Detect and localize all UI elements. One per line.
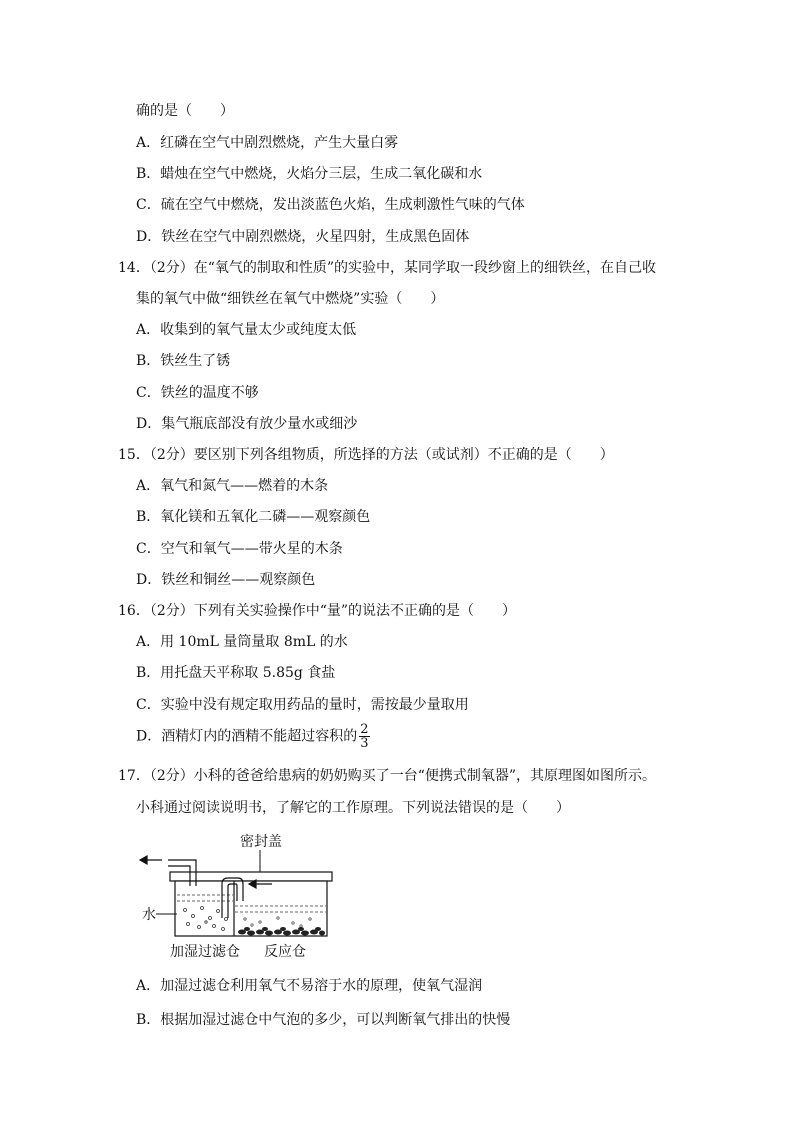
q16-option-b: B．用托盘天平称取 5.85g 食盐 — [136, 665, 336, 681]
q17-option-b: B．根据加湿过滤仓中气泡的多少，可以判断氧气排出的快慢 — [136, 1012, 511, 1028]
q15-option-c: C．空气和氧气——带火星的木条 — [136, 541, 343, 557]
q14-stem-line1: 14．（2分）在“氧气的制取和性质”的实验中，某同学取一段纱窗上的细铁丝，在自己收 — [118, 260, 657, 276]
q15-option-b: B．氧化镁和五氧化二磷——观察颜色 — [136, 509, 371, 525]
q16-option-d-text: D．酒精灯内的酒精不能超过容积的 — [136, 728, 358, 745]
q16-option-a: A．用 10mL 量筒量取 8mL 的水 — [136, 634, 348, 650]
q13-option-c: C．硫在空气中燃烧，发出淡蓝色火焰，生成刺激性气味的气体 — [136, 197, 525, 213]
q13-option-b: B．蜡烛在空气中燃烧，火焰分三层，生成二氧化碳和水 — [136, 166, 483, 182]
q13-option-d: D．铁丝在空气中剧烈燃烧，火星四射，生成黑色固体 — [136, 229, 470, 245]
q15-option-a: A．氧气和氮气——燃着的木条 — [136, 478, 329, 494]
q13-continuation: 确的是（ ） — [136, 103, 234, 119]
q14-stem-line2: 集的氧气中做“细铁丝在氧气中燃烧”实验（ ） — [136, 291, 445, 307]
q13-option-a: A．红磷在空气中剧烈燃烧，产生大量白雾 — [136, 135, 399, 151]
sealed-lid — [170, 872, 332, 881]
q14-option-d: D．集气瓶底部没有放少量水或细沙 — [136, 416, 358, 432]
right-chamber-label: 反应仓 — [264, 944, 306, 960]
q15-option-d: D．铁丝和铜丝——观察颜色 — [136, 572, 316, 588]
left-chamber-label: 加湿过滤仓 — [170, 944, 240, 960]
q14-option-c: C．铁丝的温度不够 — [136, 385, 259, 401]
lid-label: 密封盖 — [240, 834, 282, 850]
q14-option-b: B．铁丝生了锈 — [136, 353, 231, 369]
fraction-denominator: 3 — [360, 736, 369, 751]
oxygen-generator-diagram — [130, 826, 350, 966]
q14-option-a: A．收集到的氧气量太少或纯度太低 — [136, 322, 357, 338]
q17-stem-line2: 小科通过阅读说明书，了解它的工作原理。下列说法错误的是（ ） — [136, 800, 570, 816]
fraction-two-thirds — [359, 723, 369, 750]
q17-option-a: A．加湿过滤仓利用氧气不易溶于水的原理，使氧气湿润 — [136, 978, 483, 994]
q16-option-c: C．实验中没有规定取用药品的量时，需按最少量取用 — [136, 697, 469, 713]
q15-stem: 15．（2分）要区别下列各组物质，所选择的方法（或试剂）不正确的是（ ） — [118, 447, 614, 463]
water-label: 水 — [142, 907, 156, 923]
q16-stem: 16．（2分）下列有关实验操作中“量”的说法不正确的是（ ） — [118, 603, 517, 619]
q16-option-d — [136, 723, 370, 750]
q17-stem-line1: 17．（2分）小科的爸爸给患病的奶奶购买了一台“便携式制氧器”，其原理图如图所示。 — [118, 768, 657, 784]
arrow-gas-out — [140, 856, 162, 864]
fraction-numerator: 2 — [360, 722, 369, 737]
